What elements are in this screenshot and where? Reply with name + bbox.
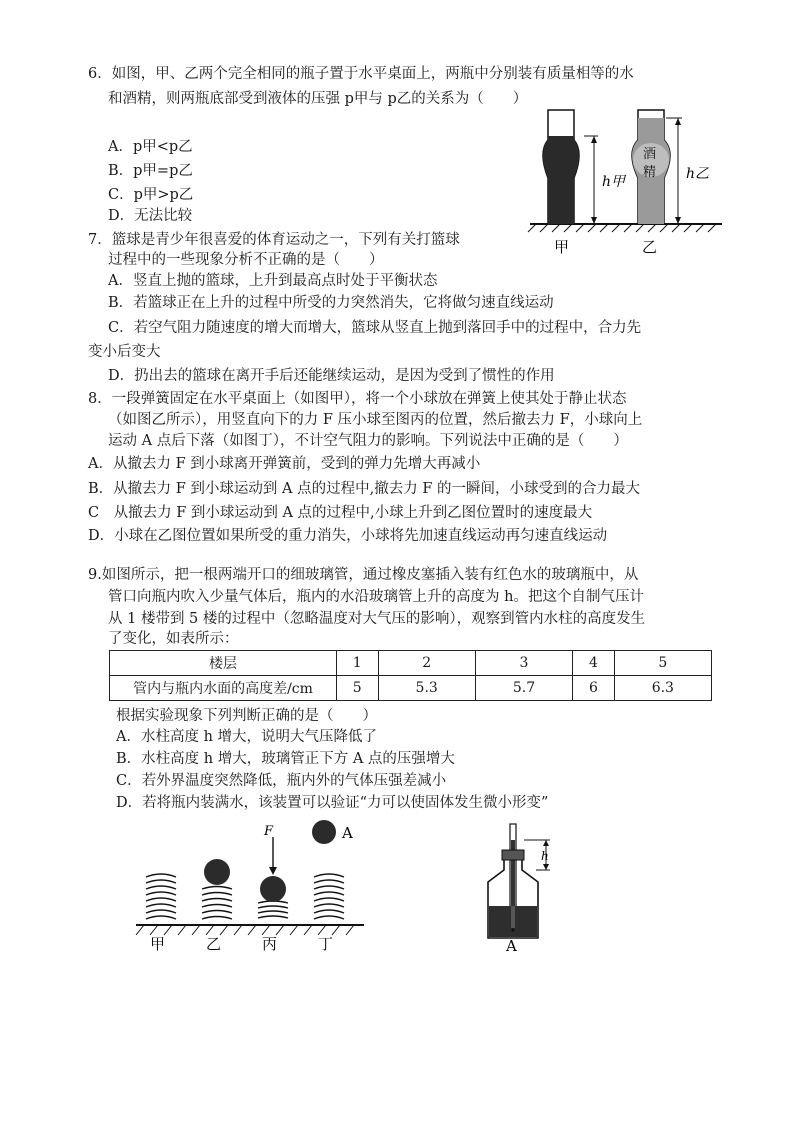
table-cell-floor: 3 bbox=[475, 651, 572, 676]
q9-option-d: D．若将瓶内装满水，该装置可以验证“力可以使固体发生微小形变” bbox=[116, 795, 549, 811]
h-label: h bbox=[541, 849, 549, 863]
q7-stem-line1: 7．篮球是青少年很喜爱的体育运动之一，下列有关打篮球 bbox=[88, 232, 460, 248]
q8-stem-line3: 运动 A 点后下落（如图丁），不计空气阻力的影响。下列说法中正确的是（ ） bbox=[108, 433, 628, 449]
table-row bbox=[110, 676, 712, 701]
table-cell-floor: 2 bbox=[378, 651, 475, 676]
q8-option-d: D．小球在乙图位置如果所受的重力消失，小球将先加速直线运动再匀速直线运动 bbox=[88, 528, 608, 544]
table-cell-height: 6.3 bbox=[614, 676, 711, 701]
table-cell-floor: 4 bbox=[573, 651, 615, 676]
q6-option-c: C．p甲>p乙 bbox=[108, 187, 194, 203]
height-a-label: h甲 bbox=[602, 174, 626, 190]
q8-option-c: C 从撤去力 F 到小球运动到 A 点的过程中,小球上升到乙图位置时的速度最大 bbox=[88, 505, 593, 521]
spring-label-jia: 甲 bbox=[150, 935, 166, 953]
bottle-a-water bbox=[543, 136, 579, 224]
q6-stem-line1: 6．如图，甲、乙两个完全相同的瓶子置于水平桌面上，两瓶中分别装有质量相等的水 bbox=[88, 66, 634, 82]
bottle-a-label: 甲 bbox=[554, 238, 570, 256]
q8-option-b: B．从撤去力 F 到小球运动到 A 点的过程中,撤去力 F 的一瞬间，小球受到的合力最大 bbox=[88, 481, 641, 497]
ground-hatching bbox=[136, 925, 354, 935]
spring-bing bbox=[258, 901, 288, 918]
height-b-label: h乙 bbox=[686, 166, 710, 182]
table-header-floor: 楼层 bbox=[110, 651, 337, 676]
ground-hatching bbox=[528, 224, 716, 232]
q6-option-b: B．p甲=p乙 bbox=[108, 163, 193, 179]
table-cell-height: 5.7 bbox=[475, 676, 572, 701]
q9-stem-line1: 9.如图所示，把一根两端开口的细玻璃管，通过橡皮塞插入装有红色水的玻璃瓶中，从 bbox=[88, 567, 639, 583]
table-row bbox=[110, 651, 712, 676]
q7-stem-line2: 过程中的一些现象分析不正确的是（ ） bbox=[108, 252, 384, 268]
q9-stem-line4: 了变化，如表所示： bbox=[108, 631, 239, 647]
spring-label-yi: 乙 bbox=[206, 935, 222, 953]
spring-yi bbox=[202, 887, 232, 920]
ball-bing bbox=[260, 876, 286, 902]
table-cell-height: 6 bbox=[573, 676, 615, 701]
ball-ding bbox=[312, 820, 336, 844]
spring-label-bing: 丙 bbox=[262, 935, 278, 953]
q7-option-d: D．扔出去的篮球在离开手后还能继续运动，是因为受到了惯性的作用 bbox=[108, 368, 555, 384]
ball-yi bbox=[204, 859, 230, 885]
q9-barometer-figure bbox=[480, 820, 590, 955]
q6-stem-line2: 和酒精，则两瓶底部受到液体的压强 p甲与 p乙的关系为（ ） bbox=[108, 91, 528, 107]
spring-jia bbox=[146, 874, 176, 919]
q9-option-b: B．水柱高度 h 增大，玻璃管正下方 A 点的压强增大 bbox=[116, 751, 455, 767]
q9-stem-line3: 从 1 楼带到 5 楼的过程中（忽略温度对大气压的影响），观察到管内水柱的高度发生 bbox=[108, 611, 646, 627]
q6-option-a: A．p甲<p乙 bbox=[108, 139, 193, 155]
bottle-b-label: 乙 bbox=[642, 238, 658, 256]
q8-option-a: A．从撤去力 F 到小球离开弹簧前，受到的弹力先增大再减小 bbox=[88, 456, 481, 472]
q7-option-b: B．若篮球正在上升的过程中所受的力突然消失，它将做匀速直线运动 bbox=[108, 295, 554, 311]
point-a-dot bbox=[511, 928, 514, 931]
alcohol-label-1: 酒 bbox=[643, 147, 657, 162]
q9-prompt: 根据实验现象下列判断正确的是（ ） bbox=[116, 708, 377, 724]
q7-option-a: A．竖直上抛的篮球，上升到最高点时处于平衡状态 bbox=[108, 273, 438, 289]
q7-option-c-line1: C．若空气阻力随速度的增大而增大，篮球从竖直上抛到落回手中的过程中，合力先 bbox=[108, 320, 642, 336]
table-cell-height: 5 bbox=[337, 676, 379, 701]
q6-option-d: D．无法比较 bbox=[108, 208, 193, 224]
spring-label-ding: 丁 bbox=[318, 935, 334, 953]
q8-springs-figure bbox=[134, 815, 384, 960]
force-label: F bbox=[264, 824, 274, 839]
table-header-height: 管内与瓶内水面的高度差/cm bbox=[110, 676, 337, 701]
spring-ding bbox=[314, 874, 344, 919]
q9-data-table bbox=[109, 650, 712, 701]
q6-bottles-figure bbox=[526, 100, 726, 260]
table-cell-height: 5.3 bbox=[378, 676, 475, 701]
rubber-stopper bbox=[502, 850, 524, 860]
q9-stem-line2: 管口向瓶内吹入少量气体后，瓶内的水沿玻璃管上升的高度为 h。把这个自制气压计 bbox=[108, 589, 644, 605]
table-cell-floor: 1 bbox=[337, 651, 379, 676]
q8-stem-line2: （如图乙所示），用竖直向下的力 F 压小球至图丙的位置，然后撤去力 F，小球向上 bbox=[108, 412, 643, 428]
point-a-label: A bbox=[506, 937, 517, 955]
q8-stem-line1: 8．一段弹簧固定在水平桌面上（如图甲），将一个小球放在弹簧上使其处于静止状态 bbox=[88, 391, 627, 407]
alcohol-label-2: 精 bbox=[643, 165, 657, 180]
q9-option-a: A．水柱高度 h 增大，说明大气压降低了 bbox=[116, 729, 378, 745]
q7-option-c-line2: 变小后变大 bbox=[88, 344, 161, 360]
point-a-label: A bbox=[342, 824, 353, 842]
q9-option-c: C．若外界温度突然降低，瓶内外的气体压强差减小 bbox=[116, 773, 447, 789]
table-cell-floor: 5 bbox=[614, 651, 711, 676]
